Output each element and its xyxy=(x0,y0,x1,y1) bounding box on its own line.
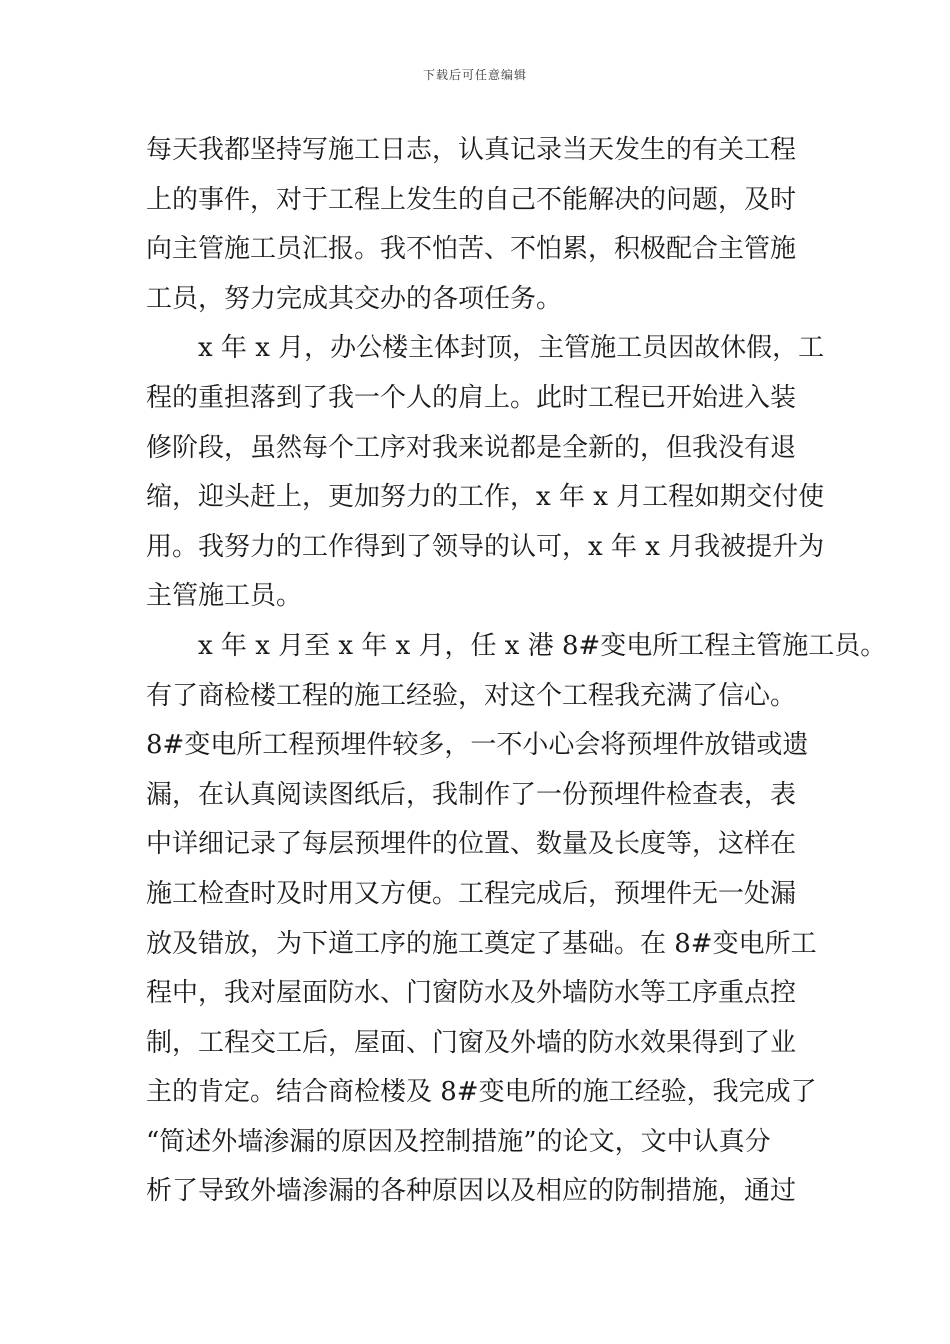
header-note: 下载后可任意编辑 xyxy=(422,68,527,82)
text-line: 8#变电所工程预埋件较多，一不小心会将预埋件放错或遗 xyxy=(146,730,809,761)
text-line: 制，工程交工后，屋面、门窗及外墙的防水效果得到了业 xyxy=(146,1027,797,1058)
text-line: 向主管施工员汇报。我不怕苦、不怕累，积极配合主管施 xyxy=(146,234,797,265)
document-body xyxy=(146,126,887,1217)
text-line: 漏，在认真阅读图纸后，我制作了一份预埋件检查表，表 xyxy=(146,779,797,810)
text-line: 中详细记录了每层预埋件的位置、数量及长度等，这样在 xyxy=(146,829,797,860)
text-line: 程中，我对屋面防水、门窗防水及外墙防水等工序重点控 xyxy=(146,978,797,1009)
text-line: 主的肯定。结合商检楼及 8#变电所的施工经验，我完成了 xyxy=(146,1077,817,1108)
text-line: 程的重担落到了我一个人的肩上。此时工程已开始进入装 xyxy=(146,382,797,413)
text-line: 放及错放，为下道工序的施工奠定了基础。在 8#变电所工 xyxy=(146,928,817,959)
text-line: 缩，迎头赶上，更加努力的工作，x 年 x 月工程如期交付使 xyxy=(146,482,825,513)
paragraph-start-line: x 年 x 月至 x 年 x 月，任 x 港 8#变电所工程主管施工员。 xyxy=(198,630,887,661)
text-line: “简述外墙渗漏的原因及控制措施”的论文，文中认真分 xyxy=(146,1126,771,1157)
text-line: 有了商检楼工程的施工经验，对这个工程我充满了信心。 xyxy=(146,680,797,711)
text-line: 施工检查时及时用又方便。工程完成后，预埋件无一处漏 xyxy=(146,878,797,909)
text-line: 析了导致外墙渗漏的各种原因以及相应的防制措施，通过 xyxy=(146,1176,797,1207)
text-line: 用。我努力的工作得到了领导的认可，x 年 x 月我被提升为 xyxy=(146,531,825,562)
text-line: 每天我都坚持写施工日志，认真记录当天发生的有关工程 xyxy=(146,135,797,165)
text-line: 主管施工员。 xyxy=(146,581,303,612)
text-line: 上的事件，对于工程上发生的自己不能解决的问题，及时 xyxy=(146,184,797,215)
text-line: 工员，努力完成其交办的各项任务。 xyxy=(146,283,563,314)
paragraph-start-line: x 年 x 月，办公楼主体封顶，主管施工员因故休假，工 xyxy=(198,333,825,364)
text-line: 修阶段，虽然每个工序对我来说都是全新的，但我没有退 xyxy=(146,432,797,463)
